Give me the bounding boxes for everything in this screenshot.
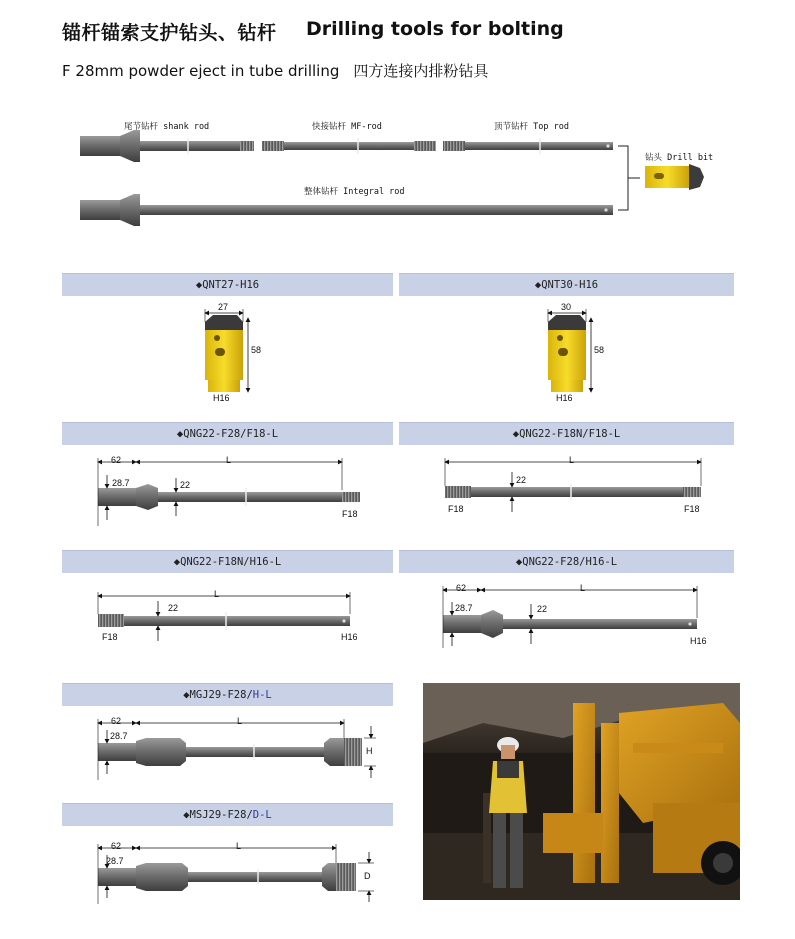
shank-rod-drawing [80, 130, 254, 162]
dim-qng22a-L: L [226, 455, 232, 465]
section-msj29 [62, 803, 393, 826]
dim-qng22a-22: 22 [180, 480, 191, 490]
dim-qng22d-22: 22 [537, 604, 548, 614]
dim-qnt30-h16: H16 [556, 393, 573, 403]
label-top-rod: 顶节钻杆 Top rod [494, 122, 569, 132]
qng22-f18n-f18-rod-drawing [445, 458, 701, 512]
title-english: Drilling tools for bolting [306, 18, 564, 40]
dim-qng22d-h16: H16 [690, 636, 707, 646]
section-qng22-f18n-f18: ◆QNG22-F18N/F18-L [399, 422, 734, 445]
qng22-f28-f18-rod-drawing [98, 458, 360, 526]
dim-qng22c-h16: H16 [341, 632, 358, 642]
dim-mgj29-H: H [366, 746, 373, 756]
mf-rod-drawing [262, 138, 436, 154]
dim-qng22a-f18: F18 [342, 509, 358, 519]
dim-msj29-62: 62 [111, 841, 122, 851]
dim-mgj29-62: 62 [111, 716, 122, 726]
mgj29-rod-drawing [98, 719, 376, 780]
mining-rig-photo [423, 683, 740, 900]
top-rod-drawing [443, 138, 613, 154]
mining-scene-illustration [423, 683, 740, 900]
dim-qng22b-L: L [569, 455, 575, 465]
dim-qnt30-height: 58 [594, 345, 605, 355]
label-integral-rod: 整体钻杆 Integral rod [304, 187, 405, 197]
dim-qng22d-62: 62 [456, 583, 467, 593]
dim-qng22d-L: L [580, 583, 586, 593]
section-qng22-f28-h16: ◆QNG22-F28/H16-L [399, 550, 734, 573]
title-chinese: 锚杆锚索支护钻头、钻杆 [62, 22, 277, 44]
dim-qng22b-f18-left: F18 [448, 504, 464, 514]
section-msj29-suffix: D-L [252, 809, 272, 821]
dim-msj29-D: D [364, 871, 371, 881]
dim-msj29-L: L [236, 841, 242, 851]
qnt27-bit-drawing [205, 309, 248, 392]
label-shank-rod: 尾节钻杆 shank rod [124, 122, 210, 132]
section-qnt27: ◆QNT27-H16 [62, 273, 393, 296]
dim-qnt27-height: 58 [251, 345, 262, 355]
msj29-rod-drawing [98, 844, 374, 904]
label-mf-rod: 快接钻杆 MF-rod [312, 122, 382, 132]
integral-rod-drawing [80, 194, 613, 226]
dim-msj29-287: 28.7 [106, 856, 124, 866]
dim-qng22c-22: 22 [168, 603, 179, 613]
section-msj29-prefix: ◆MSJ29-F28/ [183, 809, 253, 821]
section-mgj29-prefix: ◆MGJ29-F28/ [183, 689, 253, 701]
qng22-f18n-h16-rod-drawing [98, 592, 350, 641]
dim-qng22a-62: 62 [111, 455, 122, 465]
label-drill-bit: 钻头 Drill bit [645, 153, 714, 163]
section-qng22-f18n-h16: ◆QNG22-F18N/H16-L [62, 550, 393, 573]
dim-mgj29-287: 28.7 [110, 731, 128, 741]
dim-qnt27-width: 27 [218, 302, 229, 312]
bracket-line [618, 146, 640, 210]
subtitle-english: F 28mm powder eject in tube drilling [62, 62, 340, 80]
dim-qng22c-L: L [214, 589, 220, 599]
dim-qng22b-f18-right: F18 [684, 504, 700, 514]
dim-mgj29-L: L [237, 716, 243, 726]
drill-bit-overview-drawing [645, 164, 704, 190]
qnt30-bit-drawing [548, 309, 591, 392]
dim-qnt30-width: 30 [561, 302, 572, 312]
dim-qnt27-h16: H16 [213, 393, 230, 403]
dim-qng22b-22: 22 [516, 475, 527, 485]
section-mgj29-suffix: H-L [252, 689, 272, 701]
dim-qng22c-f18: F18 [102, 632, 118, 642]
subtitle-chinese: 四方连接内排粉钻具 [353, 62, 489, 80]
dim-qng22d-287: 28.7 [455, 603, 473, 613]
section-qnt30: ◆QNT30-H16 [399, 273, 734, 296]
section-mgj29 [62, 683, 393, 706]
qng22-f28-h16-rod-drawing [443, 586, 697, 648]
dim-qng22a-287: 28.7 [112, 478, 130, 488]
section-qng22-f28-f18: ◆QNG22-F28/F18-L [62, 422, 393, 445]
